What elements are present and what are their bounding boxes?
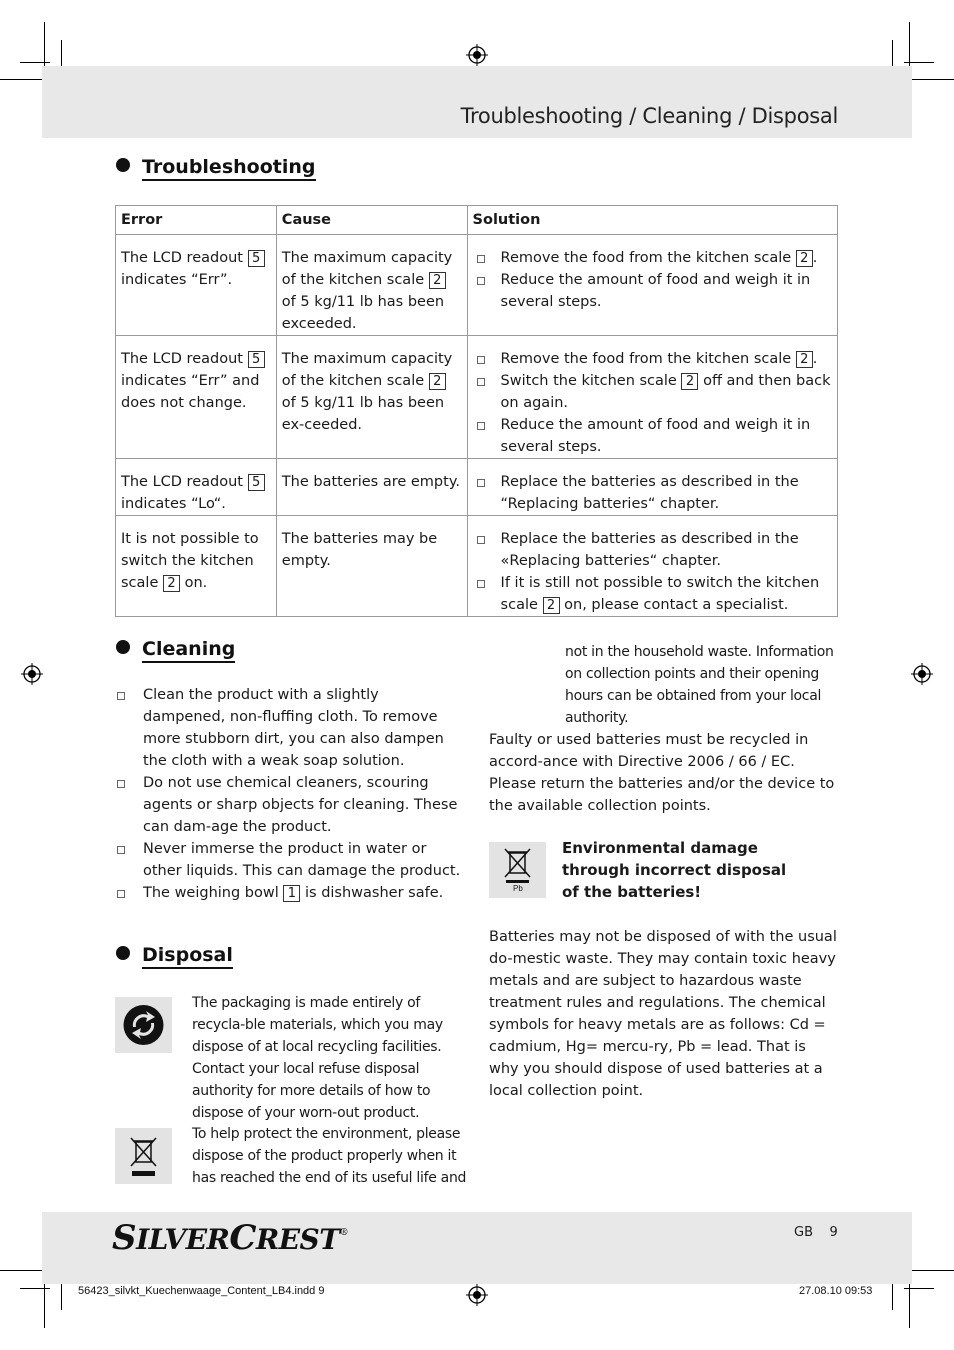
column-header: Cause xyxy=(276,206,467,235)
part-number-box: 5 xyxy=(248,474,265,491)
crop-mark xyxy=(0,79,46,80)
crop-mark xyxy=(908,79,954,80)
part-number-box: 1 xyxy=(283,885,300,902)
crossed-bin-icon xyxy=(115,1128,172,1184)
disposal-heading: Disposal xyxy=(116,944,233,966)
part-number-box: 2 xyxy=(543,597,560,614)
brand-logo: SILVERCREST® xyxy=(112,1218,349,1258)
table-row xyxy=(116,516,838,617)
solution-cell xyxy=(467,336,837,459)
crop-mark xyxy=(904,62,934,63)
battery-warning: Environmental damage through incorrect disposal of the batteries! xyxy=(562,839,787,901)
cleaning-list xyxy=(115,684,465,904)
crop-mark xyxy=(44,22,45,66)
list-item: Never immerse the product in water or other liquids. This can damage the product. xyxy=(115,838,465,882)
part-number-box: 2 xyxy=(429,272,446,289)
heading-bullet-icon xyxy=(116,640,130,654)
crop-mark xyxy=(20,1288,50,1289)
slug-datetime: 27.08.10 09:53 xyxy=(799,1285,873,1297)
part-number-box: 2 xyxy=(681,373,698,390)
troubleshooting-heading: Troubleshooting xyxy=(116,156,316,178)
solution-item: Remove the food from the kitchen scale 2 . xyxy=(473,348,832,370)
recycling-icon xyxy=(115,997,172,1053)
solution-item: Reduce the amount of food and weigh it in several steps. xyxy=(473,269,832,313)
table-row xyxy=(116,459,838,516)
list-item: Do not use chemical cleaners, scouring agents or sharp objects for cleaning. These can dam-age the product. xyxy=(115,772,465,838)
packaging-text: The packaging is made entirely of recycla-ble materials, which you may dispose of at local recycling facilities. Contact your local refuse disposal authority for more details of how to dispose of your worn-out product. xyxy=(192,995,443,1121)
crop-mark xyxy=(44,1284,45,1328)
part-number-box: 5 xyxy=(248,250,265,267)
part-number-box: 2 xyxy=(429,373,446,390)
registration-mark-icon xyxy=(466,44,488,66)
table-row xyxy=(116,336,838,459)
error-cell: The LCD readout 5 indicates “Lo“. xyxy=(116,459,277,516)
table-row xyxy=(116,235,838,336)
solution-item: Remove the food from the kitchen scale 2 . xyxy=(473,247,832,269)
solution-item: Replace the batteries as described in the “Replacing batteries“ chapter. xyxy=(473,471,832,515)
crossed-bin-pb-icon xyxy=(489,842,546,898)
page-title: Troubleshooting / Cleaning / Disposal xyxy=(460,104,838,128)
pb-label: Pb xyxy=(513,884,523,893)
part-number-box: 2 xyxy=(796,351,813,368)
error-cell: The LCD readout 5 indicates “Err” and does not change. xyxy=(116,336,277,459)
column-header: Error xyxy=(116,206,277,235)
part-number-box: 5 xyxy=(248,351,265,368)
error-cell: The LCD readout 5 indicates “Err”. xyxy=(116,235,277,336)
column-header: Solution xyxy=(467,206,837,235)
crop-mark xyxy=(20,62,50,63)
cause-cell: The batteries are empty. xyxy=(276,459,467,516)
troubleshooting-table xyxy=(115,205,838,617)
list-item: The weighing bowl 1 is dishwasher safe. xyxy=(115,882,465,904)
solution-item: Reduce the amount of food and weigh it in several steps. xyxy=(473,414,832,458)
cause-cell: The maximum capacity of the kitchen scale 2 of 5 kg/11 lb has been exceeded. xyxy=(276,235,467,336)
crop-mark xyxy=(909,1284,910,1328)
error-cell: It is not possible to switch the kitchen scale 2 on. xyxy=(116,516,277,617)
page-number: GB 9 xyxy=(794,1225,838,1240)
solution-item: Switch the kitchen scale 2 off and then back on again. xyxy=(473,370,832,414)
slug-filename: 56423_silvkt_Kuechenwaage_Content_LB4.indd 9 xyxy=(78,1285,325,1297)
crop-mark xyxy=(61,1280,62,1310)
crop-mark xyxy=(0,1270,46,1271)
solution-cell xyxy=(467,459,837,516)
crop-mark xyxy=(908,1270,954,1271)
cause-cell: The batteries may be empty. xyxy=(276,516,467,617)
solution-item: Replace the batteries as described in the «Replacing batteries“ chapter. xyxy=(473,528,832,572)
solution-cell xyxy=(467,235,837,336)
registration-mark-icon xyxy=(21,663,43,685)
environment-text: To help protect the environment, please dispose of the product properly when it has reached the end of its useful life and xyxy=(192,1126,467,1186)
crop-mark xyxy=(892,1280,893,1310)
registration-mark-icon xyxy=(911,663,933,685)
list-item: Clean the product with a slightly dampened, non-fluffing cloth. To remove more stubborn dirt, you can also dampen the cloth with a weak soap solution. xyxy=(115,684,465,772)
part-number-box: 2 xyxy=(796,250,813,267)
continued-text: not in the household waste. Information on collection points and their opening hours can be obtained from your local authority. xyxy=(565,644,834,726)
solution-item: If it is still not possible to switch the kitchen scale 2 on, please contact a specialist. xyxy=(473,572,832,616)
heading-bullet-icon xyxy=(116,946,130,960)
batteries-text-2: Batteries may not be disposed of with the usual do-mestic waste. They may contain toxic heavy metals and are subject to hazardous waste treatment rules and regulations. The chemical symbols for heavy metals are as follows: Cd = cadmium, Hg= mercu-ry, Pb = lead. That is why you should dispose of used batteries at a local collection point. xyxy=(489,929,837,1099)
cleaning-heading: Cleaning xyxy=(116,638,235,660)
crop-mark xyxy=(909,22,910,66)
table-header-row xyxy=(116,206,838,235)
cause-cell: The maximum capacity of the kitchen scale 2 of 5 kg/11 lb has been ex-ceeded. xyxy=(276,336,467,459)
crop-mark xyxy=(904,1288,934,1289)
heading-bullet-icon xyxy=(116,158,130,172)
part-number-box: 2 xyxy=(163,575,180,592)
registration-mark-icon xyxy=(466,1284,488,1306)
solution-cell xyxy=(467,516,837,617)
batteries-text: Faulty or used batteries must be recycled in accord-ance with Directive 2006 / 66 / EC. Please return the batteries and/or the device to the available collection points. xyxy=(489,732,835,814)
